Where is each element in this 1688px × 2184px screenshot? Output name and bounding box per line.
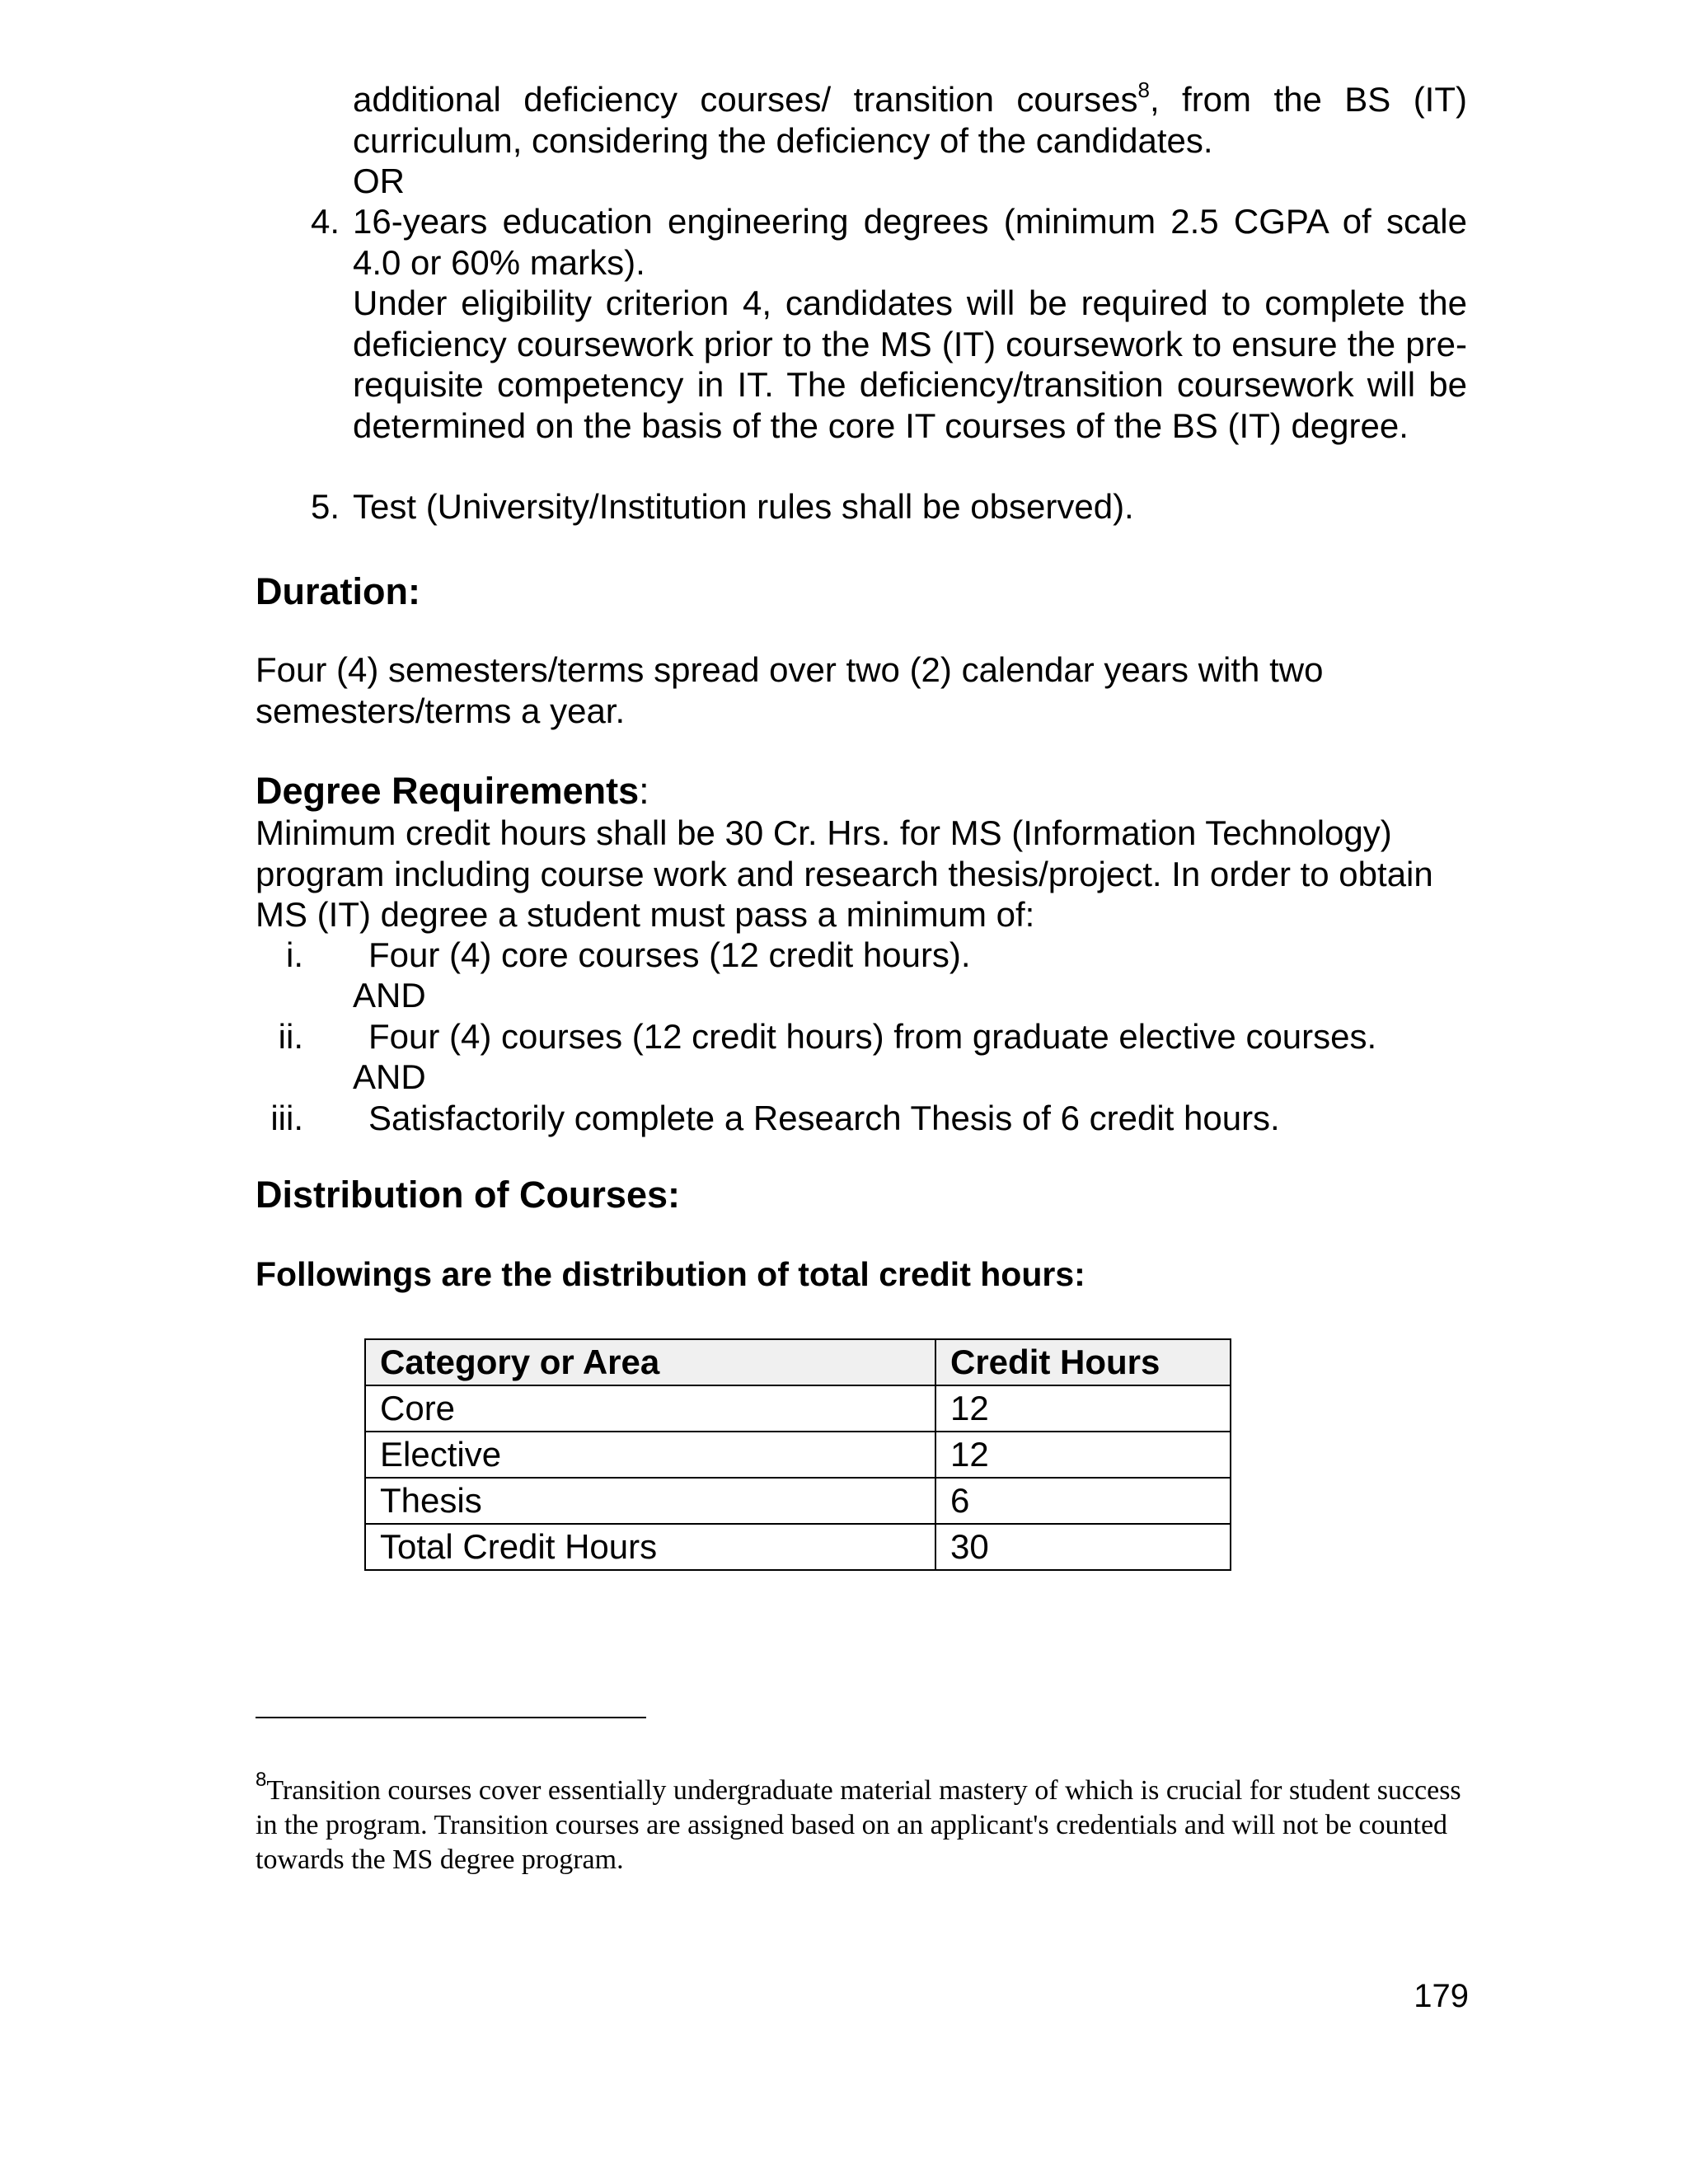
requirement-item-number: i. bbox=[286, 935, 303, 974]
eligibility-item4-note: Under eligibility criterion 4, candidates will be required to complete the deficiency coursework prior to the MS (IT) coursework to ensure the pre-requisite competency in IT. The deficiency/transition coursework will be determined on the basis of the core IT courses of the BS (IT) degree. bbox=[353, 284, 1467, 445]
category-cell: Core bbox=[365, 1385, 935, 1432]
credit-hours-cell: 12 bbox=[935, 1385, 1231, 1432]
and-label: AND bbox=[353, 1057, 426, 1096]
table-row bbox=[365, 1385, 1231, 1432]
or-label: OR bbox=[353, 162, 405, 200]
footnote bbox=[256, 1768, 1465, 1877]
degree-requirements-title: Degree Requirements bbox=[256, 770, 640, 812]
category-cell: Thesis bbox=[365, 1478, 935, 1524]
eligibility-item3-text: additional deficiency courses/ transition courses bbox=[353, 80, 1138, 119]
and-label: AND bbox=[353, 976, 426, 1015]
table-row bbox=[365, 1478, 1231, 1524]
category-cell: Elective bbox=[365, 1432, 935, 1478]
requirement-item-number: iii. bbox=[270, 1099, 303, 1137]
credit-hours-cell: 30 bbox=[935, 1524, 1231, 1570]
eligibility-item4-text: 16-years education engineering degrees (minimum 2.5 CGPA of scale 4.0 or 60% marks). bbox=[353, 202, 1467, 282]
footnote-reference: 8 bbox=[1137, 77, 1150, 102]
eligibility-item3-text-after: , from the BS (IT) curriculum, considering the deficiency of the candidates. bbox=[353, 80, 1467, 160]
degree-requirements-intro: Minimum credit hours shall be 30 Cr. Hrs. for MS (Information Technology) program including course work and research thesis/project. In order to obtain MS (IT) degree a student must pass a minimum of: bbox=[256, 813, 1433, 934]
credit-hours-table bbox=[364, 1338, 1231, 1571]
column-header-credit-hours: Credit Hours bbox=[935, 1339, 1231, 1385]
footnote-separator bbox=[256, 1717, 646, 1718]
duration-heading: Duration: bbox=[256, 570, 420, 612]
requirement-item-text: Four (4) courses (12 credit hours) from graduate elective courses. bbox=[368, 1017, 1377, 1056]
table-header-row bbox=[365, 1339, 1231, 1385]
page-number: 179 bbox=[1414, 1978, 1469, 2014]
eligibility-item5-number: 5. bbox=[310, 487, 340, 526]
degree-requirements-colon: : bbox=[639, 770, 649, 812]
category-cell: Total Credit Hours bbox=[365, 1524, 935, 1570]
footnote-text: Transition courses cover essentially undergraduate material mastery of which is crucial for student success in the program. Transition courses are assigned based on an applicant's credentials and will not be counted towards the MS degree program. bbox=[256, 1775, 1461, 1875]
distribution-subheading: Followings are the distribution of total credit hours: bbox=[256, 1255, 1085, 1293]
eligibility-item5-text: Test (University/Institution rules shall be observed). bbox=[353, 487, 1134, 526]
degree-requirements-heading bbox=[256, 770, 649, 813]
footnote-marker: 8 bbox=[256, 1768, 267, 1791]
distribution-heading: Distribution of Courses: bbox=[256, 1174, 680, 1216]
requirement-item-number: ii. bbox=[278, 1017, 303, 1056]
table-row bbox=[365, 1432, 1231, 1478]
requirement-item-text: Satisfactorily complete a Research Thesis of 6 credit hours. bbox=[368, 1099, 1280, 1137]
column-header-category: Category or Area bbox=[365, 1339, 935, 1385]
credit-hours-cell: 12 bbox=[935, 1432, 1231, 1478]
duration-text: Four (4) semesters/terms spread over two (2) calendar years with two semesters/terms a year. bbox=[256, 650, 1324, 730]
requirement-item-text: Four (4) core courses (12 credit hours). bbox=[368, 935, 971, 974]
eligibility-item4-number: 4. bbox=[310, 202, 340, 241]
table-row bbox=[365, 1524, 1231, 1570]
eligibility-item3-continuation bbox=[353, 79, 1467, 161]
credit-hours-cell: 6 bbox=[935, 1478, 1231, 1524]
